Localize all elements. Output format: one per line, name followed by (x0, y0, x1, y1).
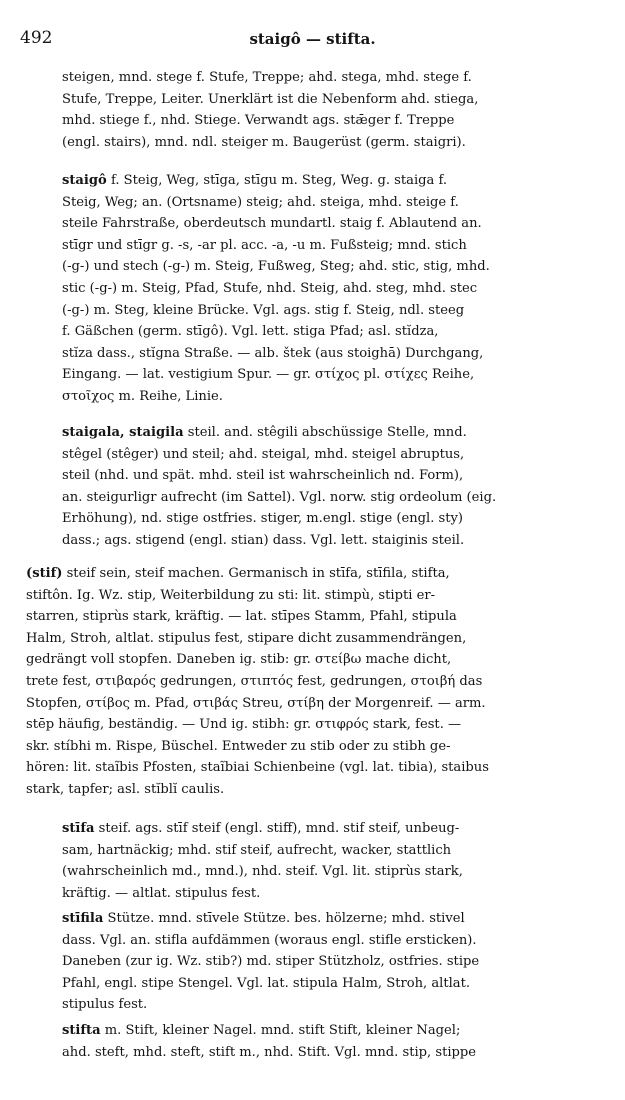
text-line: steil (nhd. und spät. mhd. steil ist wahrscheinlich nd. Form), (62, 468, 464, 484)
text-line: (-g-) m. Steg, kleine Brücke. Vgl. ags. stig f. Steig, ndl. steeg (62, 302, 465, 318)
text-line: trete fest, στιβαρός gedrungen, στιπτός fest, gedrungen, στοιβή das (26, 673, 483, 689)
entry-headword: stifta (62, 1023, 101, 1038)
text-line: m. Stift, kleiner Nagel. mnd. stift Stift, kleiner Nagel; (100, 1023, 461, 1038)
text-line: stipulus fest. (62, 997, 148, 1013)
text-line: stīgr und stīgr g. -s, -ar pl. acc. -a, -u m. Fußsteig; mnd. stich (62, 237, 467, 253)
text-line: Halm, Stroh, altlat. stipulus fest, stipare dicht zusammendrängen, (26, 630, 467, 646)
entry-stif (26, 563, 606, 801)
text-line: Steig, Weg; an. (Ortsname) steig; ahd. steiga, mhd. steige f. (62, 194, 459, 210)
text-line: steigen, mnd. stege f. Stufe, Treppe; ahd. stega, mhd. stege f. (62, 70, 472, 85)
text-line: Stopfen, στίβος m. Pfad, στιβάς Streu, στίβη der Morgenreif. — arm. (26, 695, 486, 711)
entry-stifa (62, 818, 602, 904)
text-line: Stütze. mnd. stīvele Stütze. bes. hölzerne; mhd. stivel (103, 911, 465, 926)
text-line: kräftig. — altlat. stipulus fest. (62, 885, 261, 901)
text-line: stêgel (stêger) und steil; ahd. steigal, mhd. steigel abruptus, (62, 446, 465, 462)
text-line: an. steigurligr aufrecht (im Sattel). Vgl. norw. stig ordeolum (eig. (62, 489, 497, 505)
text-line: stic (-g-) m. Steig, Pfad, Stufe, nhd. Steig, ahd. steg, mhd. stec (62, 280, 478, 296)
entry-headword: staigala, staigila (62, 425, 184, 440)
entry-staigo (62, 170, 602, 408)
entry-headword: staigô (62, 173, 107, 188)
text-line: steif sein, steif machen. Germanisch in stīfa, stīfila, stifta, (62, 566, 450, 581)
text-line: dass.; ags. stigend (engl. stian) dass. Vgl. lett. staiginis steil. (62, 532, 465, 548)
text-line: starren, stiprùs stark, kräftig. — lat. stīpes Stamm, Pfahl, stipula (26, 609, 457, 625)
text-line: mhd. stiege f., nhd. Stiege. Verwandt ags. stǣger f. Treppe (62, 113, 455, 129)
page-number: 492 (20, 28, 53, 48)
text-line: (engl. stairs), mnd. ndl. steiger m. Baugerüst (germ. staigri). (62, 134, 466, 150)
running-head: staigô — stifta. (249, 30, 376, 48)
entry-headword: stīfila (62, 911, 104, 926)
text-line: f. Steig, Weg, stīga, stīgu m. Steg, Weg. g. staiga f. (106, 173, 448, 188)
text-line: Pfahl, engl. stipe Stengel. Vgl. lat. stipula Halm, Stroh, altlat. (62, 975, 471, 991)
text-line: steil. and. stêgili abschüssige Stelle, mnd. (183, 425, 467, 440)
text-line: stark, tapfer; asl. stĭblĭ caulis. (26, 781, 225, 797)
text-line: skr. stíbhi m. Rispe, Büschel. Entweder zu stib oder zu stibh ge- (26, 738, 451, 754)
text-line: stĭza dass., stĭgna Straße. — alb. štek (aus stoighā) Durchgang, (62, 345, 484, 361)
text-line: Eingang. — lat. vestigium Spur. — gr. στίχος pl. στίχες Reihe, (62, 367, 475, 383)
text-line: stiftôn. Ig. Wz. stip, Weiterbildung zu sti: lit. stimpù, stipti er- (26, 587, 436, 603)
text-line: f. Gäßchen (germ. stīgô). Vgl. lett. stiga Pfad; asl. stĭdza, (62, 324, 439, 340)
text-line: gedrängt voll stopfen. Daneben ig. stib: gr. στείβω mache dicht, (26, 652, 452, 668)
entry-stifta (62, 1020, 602, 1063)
text-line: Daneben (zur ig. Wz. stib?) md. stiper Stützholz, ostfries. stipe (62, 954, 480, 970)
entry-staigala (62, 422, 602, 552)
entry-headword: (stif) (26, 566, 63, 581)
text-line: dass. Vgl. an. stifla aufdämmen (woraus engl. stifle ersticken). (62, 932, 477, 948)
entry-headword: stīfa (62, 821, 95, 836)
text-line: steile Fahrstraße, oberdeutsch mundartl. staig f. Ablautend an. (62, 216, 482, 232)
text-line: stēp häufig, beständig. — Und ig. stibh: gr. στιφρός stark, fest. — (26, 717, 462, 733)
text-line: hören: lit. staĩbis Pfosten, staĩbiai Schienbeine (vgl. lat. tibia), staibus (26, 760, 489, 776)
text-line: steif. ags. stīf steif (engl. stiff), mnd. stif steif, unbeug- (94, 821, 460, 836)
text-line: (wahrscheinlich md., mnd.), nhd. steif. Vgl. lit. stiprùs stark, (62, 864, 463, 880)
text-line: sam, hartnäckig; mhd. stif steif, aufrecht, wacker, stattlich (62, 842, 452, 858)
text-line: (-g-) und stech (-g-) m. Steig, Fußweg, Steg; ahd. stic, stig, mhd. (62, 259, 490, 275)
text-line: Erhöhung), nd. stige ostfries. stiger, m.engl. stige (engl. sty) (62, 511, 464, 527)
entry-continuation (62, 67, 602, 153)
text-line: Stufe, Treppe, Leiter. Unerklärt ist die Nebenform ahd. stiega, (62, 91, 479, 107)
text-line: ahd. steft, mhd. steft, stift m., nhd. Stift. Vgl. mnd. stip, stippe (62, 1044, 477, 1060)
entry-stifila (62, 908, 602, 1016)
text-line: στοῖχος m. Reihe, Linie. (62, 388, 223, 404)
